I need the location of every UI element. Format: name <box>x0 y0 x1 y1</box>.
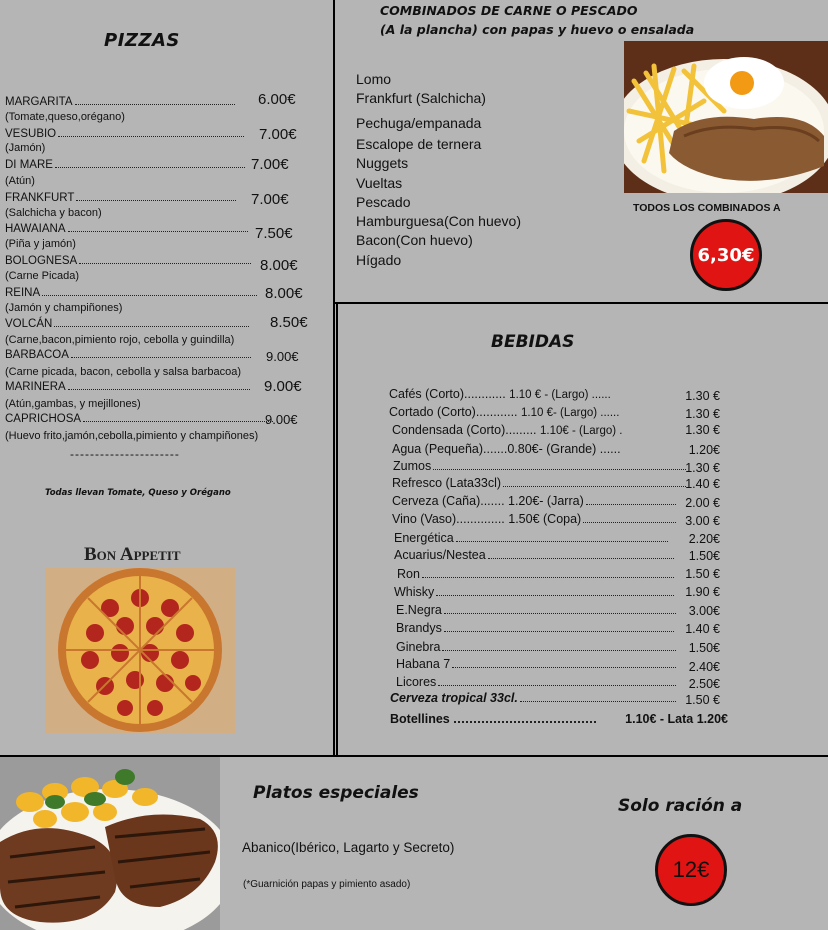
pizza-price: 8.50€ <box>270 314 308 331</box>
drink-name: Cerveza (Caña)....... 1.20€- (Jarra) <box>392 494 678 509</box>
drink-price: 1.50 € <box>685 567 720 581</box>
drink-name: Acuarius/Nestea <box>394 548 676 563</box>
drink-price: 1.90 € <box>685 585 720 599</box>
pizza-desc: (Huevo frito,jamón,cebolla,pimiento y champiñones) <box>5 430 259 442</box>
pizza-desc: (Piña y jamón) <box>5 238 76 250</box>
drink-price: 1.50 € <box>685 693 720 707</box>
pizza-name: MARINERA <box>5 381 252 394</box>
drink-name: Licores <box>396 675 678 690</box>
pizza-price: 9.00€ <box>266 349 299 364</box>
drink-price: 1.30 € <box>685 407 720 421</box>
combinado-item: Pechuga/empanada <box>356 115 482 131</box>
combinados-price-badge: 6,30€ <box>690 219 762 291</box>
pizza-price: 8.00€ <box>260 257 298 274</box>
pizza-note: Todas llevan Tomate, Queso y Orégano <box>45 488 231 498</box>
drink-name: E.Negra <box>396 603 678 618</box>
combinado-item: Vueltas <box>356 175 403 191</box>
especiales-note: (*Guarnición papas y pimiento asado) <box>243 879 411 890</box>
especiales-title: Platos especiales <box>253 783 419 803</box>
drink-price: 2.50€ <box>688 677 720 691</box>
drink-name: Cerveza tropical 33cl. <box>390 691 678 706</box>
drink-price: 1.40 € <box>685 477 720 491</box>
pizza-desc: (Jamón) <box>5 142 46 154</box>
pizza-name: REINA <box>5 287 259 300</box>
bon-appetit-title: Bon Appetit <box>84 544 181 565</box>
drink-name: Habana 7 <box>396 657 678 672</box>
drink-price: 2.00 € <box>685 496 720 510</box>
drink-price: 1.30 € <box>685 389 720 403</box>
drink-name: Brandys <box>396 621 676 636</box>
drink-price: 3.00 € <box>685 514 720 528</box>
pizza-photo <box>45 568 235 733</box>
pizza-desc: (Atún) <box>5 175 35 187</box>
combinado-item: Pescado <box>356 194 411 210</box>
solo-racion-label: Solo ración a <box>618 796 743 816</box>
drink-price: 2.20€ <box>688 532 720 546</box>
drink-name: Agua (Pequeña).......0.80€- (Grande) ...... <box>392 442 621 456</box>
combinado-item: Bacon(Con huevo) <box>356 232 473 248</box>
pizza-desc: (Carne Picada) <box>5 270 79 282</box>
drink-price: 1.40 € <box>685 622 720 636</box>
pizza-desc: (Salchicha y bacon) <box>5 207 102 219</box>
pizza-name: CAPRICHOSA <box>5 413 275 426</box>
divider-vertical-bebidas <box>336 302 338 757</box>
pizza-name: VOLCÁN <box>5 318 251 331</box>
pizza-price: 7.00€ <box>259 126 297 143</box>
drink-name: Condensada (Corto)......... 1.10€ - (Largo) . <box>392 423 623 437</box>
divider-vertical-top <box>333 0 335 757</box>
pizza-desc: (Tomate,queso,orégano) <box>5 111 125 123</box>
pizza-price: 7.00€ <box>251 156 289 173</box>
combinado-item: Hamburguesa(Con huevo) <box>356 213 521 229</box>
pizza-name: HAWAIANA <box>5 223 250 236</box>
drink-price: 2.40€ <box>688 660 720 674</box>
drink-price: 1.50€ <box>688 641 720 655</box>
pizza-desc: (Carne,bacon,pimiento rojo, cebolla y guindilla) <box>5 334 235 346</box>
drink-price: 1.20€ <box>688 443 720 457</box>
combinado-item: Nuggets <box>356 155 409 171</box>
pizza-price: 8.00€ <box>265 285 303 302</box>
combinados-title-line1: COMBINADOS DE CARNE O PESCADO <box>380 3 638 18</box>
drink-name: Ginebra <box>396 640 678 655</box>
combinados-all-label: TODOS LOS COMBINADOS A <box>633 202 781 214</box>
pizza-price: 6.00€ <box>258 91 296 108</box>
pizza-name: VESUBIO <box>5 128 246 141</box>
pizza-name: BOLOGNESA <box>5 255 253 268</box>
pizza-name: MARGARITA <box>5 96 237 109</box>
pizza-divider: ---------------------- <box>70 447 180 461</box>
pizza-price: 7.00€ <box>251 191 289 208</box>
drink-price: 1.50€ <box>688 549 720 563</box>
pizza-name: DI MARE <box>5 159 247 172</box>
drink-price: 3.00€ <box>688 604 720 618</box>
pizza-desc: (Jamón y champiñones) <box>5 302 123 314</box>
combinado-item: Frankfurt (Salchicha) <box>356 90 486 106</box>
pizza-name: FRANKFURT <box>5 192 238 205</box>
drink-name: Cortado (Corto)............ 1.10 €- (Largo) ...... <box>389 405 620 419</box>
drink-name: Cafés (Corto)............ 1.10 € - (Largo) ...... <box>389 387 611 401</box>
drink-price: 1.30 € <box>685 461 720 475</box>
drink-name: Botellines <box>390 712 600 727</box>
combinados-title-line2: (A la plancha) con papas y huevo o ensalada <box>380 22 695 37</box>
pizzas-title: PIZZAS <box>104 30 180 51</box>
pizza-name: BARBACOA <box>5 349 253 362</box>
combinado-item: Lomo <box>356 71 392 87</box>
pizza-price: 9.00€ <box>264 378 302 395</box>
drink-name: Vino (Vaso).............. 1.50€ (Copa) <box>392 512 678 527</box>
drink-name: Zumos <box>393 459 688 474</box>
drink-name: Energética <box>394 531 670 546</box>
combinado-item: Escalope de ternera <box>356 136 482 152</box>
steak-photo <box>0 757 220 930</box>
especiales-price-badge: 12€ <box>655 834 727 906</box>
drink-price: 1.10€ - Lata 1.20€ <box>625 712 728 726</box>
combinado-item: Hígado <box>356 252 402 268</box>
pizza-price: 7.50€ <box>255 225 293 242</box>
drink-name: Whisky <box>394 585 676 600</box>
drink-price: 1.30 € <box>685 423 720 437</box>
especiales-item: Abanico(Ibérico, Lagarto y Secreto) <box>242 840 455 855</box>
pizza-desc: (Carne picada, bacon, cebolla y salsa barbacoa) <box>5 366 242 378</box>
drink-name: Refresco (Lata33cl) <box>392 476 688 491</box>
bebidas-title: BEBIDAS <box>491 332 575 352</box>
pizza-price: 9.00€ <box>265 412 298 427</box>
combinado-photo <box>624 41 828 193</box>
pizza-desc: (Atún,gambas, y mejillones) <box>5 398 141 410</box>
drink-name: Ron <box>397 567 676 582</box>
divider-combinados-bebidas <box>333 302 828 304</box>
